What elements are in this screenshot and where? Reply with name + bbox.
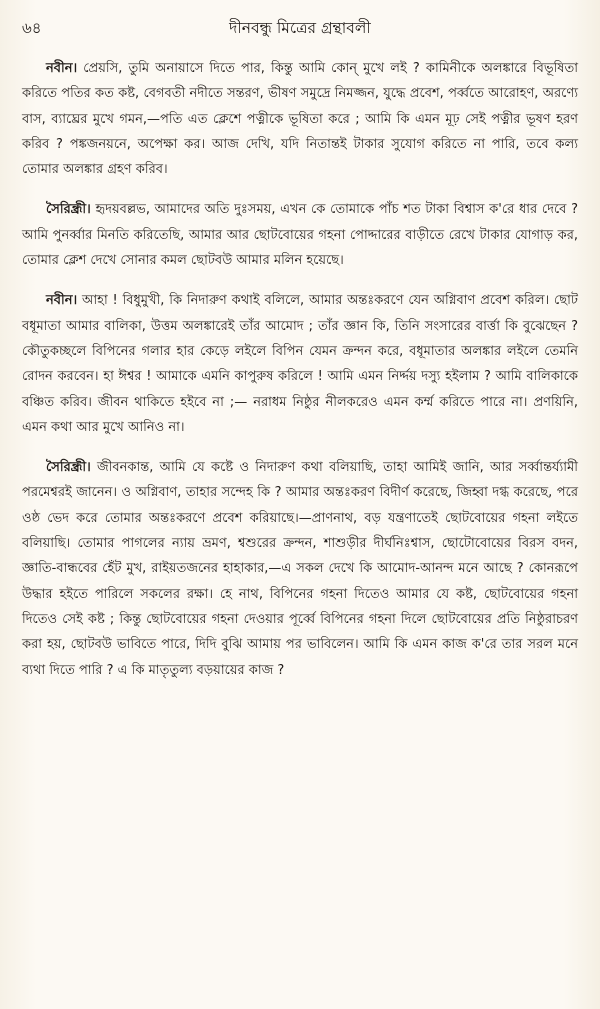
dialogue-text: আহা ! বিধুমুখী, কি নিদারুণ কথাই বলিলে, আমার অন্তঃকরণে যেন অগ্নিবাণ প্রবেশ করিল। ছোট বধূমাতা আমার বালিকা, উত্তম অলঙ্কারেই তাঁর আমোদ ; তাঁর জ্ঞান কি, তিনি সংসারের বার্ত্তা কি বুঝেছেন ? কৌতুকচ্ছলে বিপিনের গলার হার কেড়ে লইলে বিপিন যেমন ক্রন্দন করে, বধূমাতার অলঙ্কার লইলে তেমনি রোদন করবেন। হা ঈশ্বর ! আমাকে এমনি কাপুরুষ করিলে ! আমি এমন নির্দ্দয় দস্যু হইলাম ? আমি বালিকাকে বঞ্চিত করিব। জীবন থাকিতে হইবে না ;— নরাধম নিষ্ঠুর নীলকরেও এমন কর্ম্ম করিতে পারে না। প্রণয়িনি, এমন কথা আর মুখে আনিও না। (22, 293, 578, 435)
page-number: ৬৪ (22, 19, 42, 37)
speaker-name: সৈরিন্ধ্রী। (46, 460, 91, 476)
dialogue-paragraph (22, 197, 578, 273)
dialogue-text: হৃদয়বল্লভ, আমাদের অতি দুঃসময়, এখন কে তোমাকে পাঁচ শত টাকা বিশ্বাস ক'রে ধার দেবে ? আমি পুনর্ব্বার মিনতি করিতেছি, আমার আর ছোটবোয়ের গহনা পোদ্দারের বাড়ীতে রেখে টাকার যোগাড় কর, তোমার ক্লেশ দেখে সোনার কমল ছোটবউ আমার মলিন হয়েছে। (22, 202, 578, 269)
speaker-name: সৈরিন্ধ্রী। (46, 202, 91, 218)
book-title: দীনবন্ধু মিত্রের গ্রন্থাবলী (229, 19, 371, 37)
dialogue-text: প্রেয়সি, তুমি অনায়াসে দিতে পার, কিন্তু আমি কোন্ মুখে লই ? কামিনীকে অলঙ্কারে বিভূষিতা করিতে পতির কত কষ্ট, বেগবতী নদীতে সন্তরণ, ভীষণ সমুদ্রে নিমজ্জন, যুদ্ধে প্রবেশ, পর্ব্বতে আরোহণ, অরণ্যে বাস, ব্যাঘ্রের মুখে গমন,—পতি এত ক্লেশে পত্নীকে ভূষিতা করে ; আমি কি এমন মূঢ় সেই পত্নীর ভূষণ হরণ করিব ? পঙ্কজনয়নে, অপেক্ষা কর। আজ দেখি, যদি নিতান্তই টাকার সুযোগ করিতে না পারি, তবে কল্য তোমার অলঙ্কার গ্রহণ করিব। (22, 61, 578, 178)
dialogue-paragraph (22, 288, 578, 440)
dialogue-text: জীবনকান্ত, আমি যে কষ্টে ও নিদারুণ কথা বলিয়াছি, তাহা আমিই জানি, আর সর্ব্বান্তর্য্যামী পরমেশ্বরই জানেন। ও অগ্নিবাণ, তাহার সন্দেহ কি ? আমার অন্তঃকরণ বিদীর্ণ করেছে, জিহ্বা দগ্ধ করেছে, পরে ওষ্ঠ ভেদ করে তোমার অন্তঃকরণে প্রবেশ করিয়াছে।—প্রাণনাথ, বড় যন্ত্রণাতেই ছোটবোয়ের গহনা লইতে বলিয়াছি। তোমার পাগলের ন্যায় ভ্রমণ, শ্বশুরের ক্রন্দন, শাশুড়ীর দীর্ঘনিঃশ্বাস, ছোটোবোয়ের বিরস বদন, জ্ঞাতি-বান্ধবের হেঁট মুখ, রাইয়তজনের হাহাকার,—এ সকল দেখে কি আমোদ-আনন্দ মনে আছে ? কোনরূপে উদ্ধার হইতে পারিলে সকলের রক্ষা। হে নাথ, বিপিনের গহনা দিতেও আমার যে কষ্ট, ছোটবোয়ের গহনা দিতেও সেই কষ্ট ; কিন্তু ছোটবোয়ের গহনা দেওয়ার পূর্ব্বে বিপিনের গহনা দিলে ছোটবোয়ের প্রতি নিষ্ঠুরাচরণ করা হয়, ছোটবউ ভাবিতে পারে, দিদি বুঝি আমায় পর ভাবিলেন। আমি কি এমন কাজ ক'রে তার সরল মনে ব্যথা দিতে পারি ? এ কি মাতৃতুল্য বড়য়ায়ের কাজ ? (22, 460, 578, 678)
dialogue-paragraph (22, 455, 578, 683)
body-text (22, 56, 578, 683)
speaker-name: নবীন। (46, 293, 78, 309)
speaker-name: নবীন। (46, 61, 78, 76)
running-header (22, 16, 578, 56)
dialogue-paragraph (22, 56, 578, 182)
